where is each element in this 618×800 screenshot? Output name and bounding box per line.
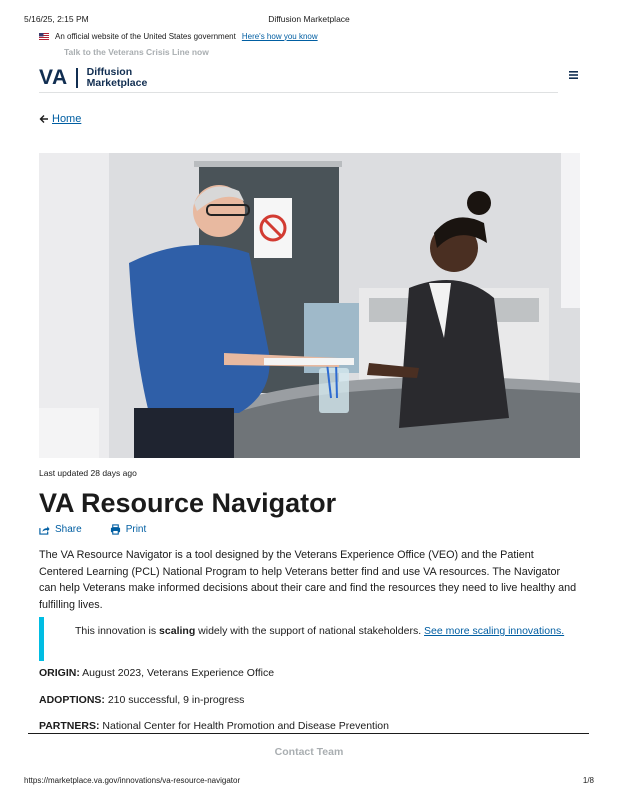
adoptions-line — [39, 694, 244, 706]
origin-value: August 2023, Veterans Experience Office — [79, 667, 275, 679]
gov-banner-text: An official website of the United States government — [55, 31, 236, 41]
hero-image — [39, 153, 580, 458]
print-page-number: 1/8 — [582, 776, 594, 785]
share-button[interactable] — [39, 524, 82, 535]
share-label: Share — [55, 524, 82, 535]
last-updated: Last updated 28 days ago — [39, 468, 137, 478]
hero-illustration — [39, 153, 580, 458]
home-link-label: Home — [52, 113, 82, 125]
share-icon — [39, 524, 50, 535]
printer-icon — [110, 524, 121, 535]
site-header — [39, 62, 558, 93]
print-header — [24, 14, 594, 26]
scaling-suffix: widely with the support of national stakeholders. — [195, 625, 425, 637]
logo-divider — [76, 68, 78, 88]
print-page-title: Diffusion Marketplace — [268, 14, 350, 24]
print-url: https://marketplace.va.gov/innovations/va-resource-navigator — [24, 776, 241, 785]
logo-line-1: Diffusion — [86, 66, 133, 78]
arrow-left-icon — [39, 114, 49, 124]
adoptions-value: 210 successful, 9 in-progress — [104, 694, 245, 706]
origin-label: ORIGIN: — [39, 667, 80, 679]
logo-va: VA — [39, 66, 68, 89]
home-link[interactable] — [39, 113, 81, 125]
adoptions-label: ADOPTIONS: — [39, 694, 105, 706]
partners-label: PARTNERS: — [39, 720, 100, 732]
contact-team-button[interactable]: Contact Team — [274, 746, 344, 758]
scaling-callout — [39, 617, 579, 661]
veterans-crisis-line-link[interactable]: Talk to the Veterans Crisis Line now — [64, 47, 209, 57]
page-title: VA Resource Navigator — [39, 488, 337, 518]
logo-text — [87, 67, 148, 89]
footer-divider — [28, 733, 589, 734]
hamburger-icon[interactable] — [569, 71, 578, 79]
origin-line — [39, 667, 274, 679]
print-label: Print — [125, 524, 147, 535]
logo-line-2: Marketplace — [86, 77, 148, 89]
site-logo[interactable] — [39, 66, 147, 90]
print-datetime: 5/16/25, 2:15 PM — [24, 14, 89, 24]
partners-line — [39, 720, 389, 732]
scaling-prefix: This innovation is — [75, 625, 160, 637]
see-more-scaling-link[interactable]: See more scaling innovations. — [424, 625, 565, 637]
print-button[interactable] — [110, 524, 147, 535]
scaling-status: scaling — [159, 625, 196, 637]
print-footer — [24, 776, 594, 785]
gov-banner — [39, 30, 318, 42]
us-flag-icon — [39, 33, 49, 40]
partners-value: National Center for Health Promotion and Disease Prevention — [99, 720, 389, 732]
heres-how-you-know-link[interactable]: Here's how you know — [241, 31, 318, 41]
page-actions — [39, 524, 174, 535]
innovation-description: The VA Resource Navigator is a tool designed by the Veterans Experience Office (VEO) and the Patient Centered Learning (PCL) National Program to help Veterans better find and use VA resources. The Navigator can help Veterans make informed decisions about their care and find the resources they need to live healthy and fulfilling lives. — [39, 549, 577, 611]
